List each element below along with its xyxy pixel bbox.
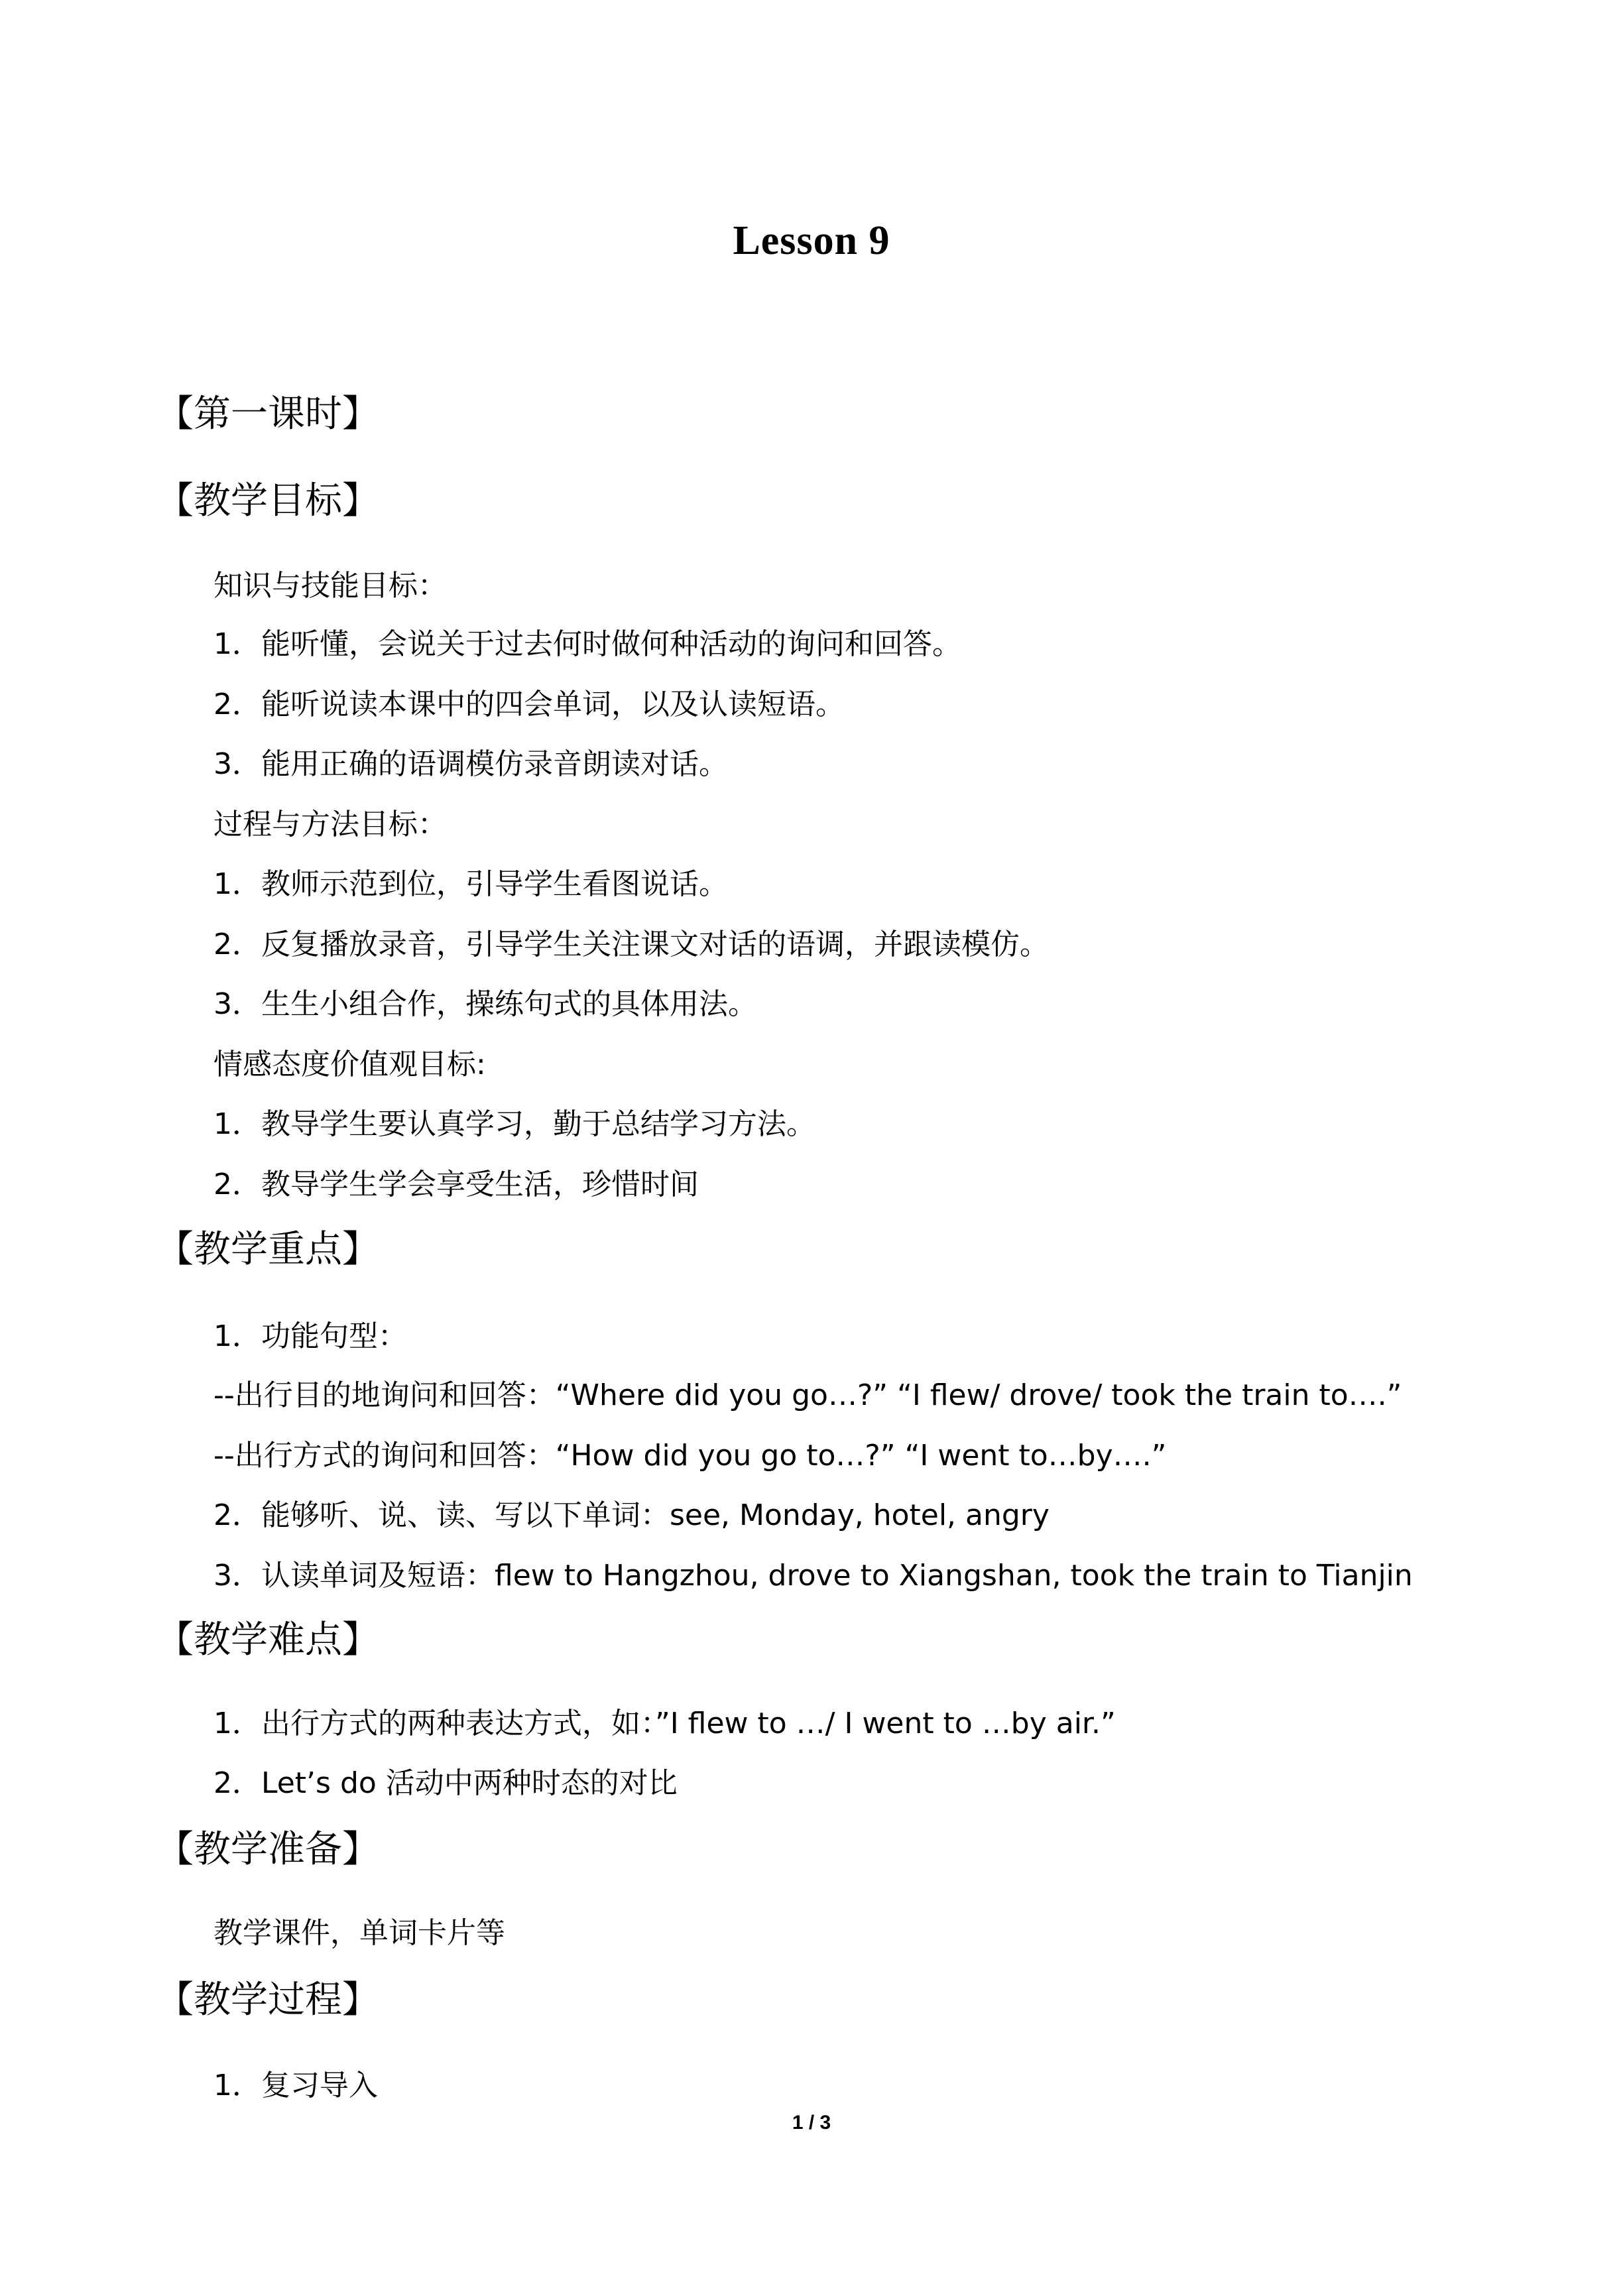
preparation-item: 教学课件，单词卡片等 — [213, 1916, 505, 1950]
emotion-item: 2．教导学生学会享受生活，珍惜时间 — [213, 1168, 699, 1201]
knowledge-item: 3．能用正确的语调模仿录音朗读对话。 — [213, 747, 728, 781]
heading-key-points: 【教学重点】 — [156, 1228, 379, 1271]
heading-procedure: 【教学过程】 — [156, 1978, 379, 2022]
key-point-item: 3．认读单词及短语：flew to Hangzhou, drove to Xiangshan, took the train to Tianjin — [213, 1559, 1413, 1593]
process-item: 3．生生小组合作，操练句式的具体用法。 — [213, 987, 757, 1021]
page-title: Lesson 9 — [733, 218, 890, 263]
heading-period: 【第一课时】 — [156, 393, 379, 436]
difficulty-item: 1．出行方式的两种表达方式，如：”I flew to …/ I went to …by air.” — [213, 1707, 1116, 1740]
key-point-item: --出行目的地询问和回答：“Where did you go…?” “I flew/ drove/ took the train to….” — [213, 1378, 1402, 1412]
heading-preparation: 【教学准备】 — [156, 1828, 379, 1871]
page-number: 1 / 3 — [792, 2112, 831, 2134]
heading-difficulties: 【教学难点】 — [156, 1618, 379, 1662]
heading-objectives: 【教学目标】 — [156, 479, 379, 522]
knowledge-label: 知识与技能目标： — [213, 569, 447, 603]
difficulty-item: 2．Let’s do 活动中两种时态的对比 — [213, 1766, 678, 1800]
process-item: 1．教师示范到位，引导学生看图说话。 — [213, 867, 728, 901]
key-point-item: --出行方式的询问和回答：“How did you go to…?” “I went to…by….” — [213, 1439, 1167, 1473]
knowledge-item: 2．能听说读本课中的四会单词，以及认读短语。 — [213, 688, 845, 721]
emotion-item: 1．教导学生要认真学习，勤于总结学习方法。 — [213, 1107, 815, 1141]
knowledge-item: 1．能听懂，会说关于过去何时做何种活动的询问和回答。 — [213, 627, 961, 661]
procedure-item: 1．复习导入 — [213, 2069, 378, 2102]
process-item: 2．反复播放录音，引导学生关注课文对话的语调，并跟读模仿。 — [213, 928, 1049, 961]
emotion-label: 情感态度价值观目标: — [213, 1048, 486, 1081]
key-point-item: 1．功能句型： — [213, 1319, 407, 1353]
key-point-item: 2．能够听、说、读、写以下单词：see, Monday, hotel, angry — [213, 1498, 1050, 1532]
process-label: 过程与方法目标： — [213, 808, 447, 841]
